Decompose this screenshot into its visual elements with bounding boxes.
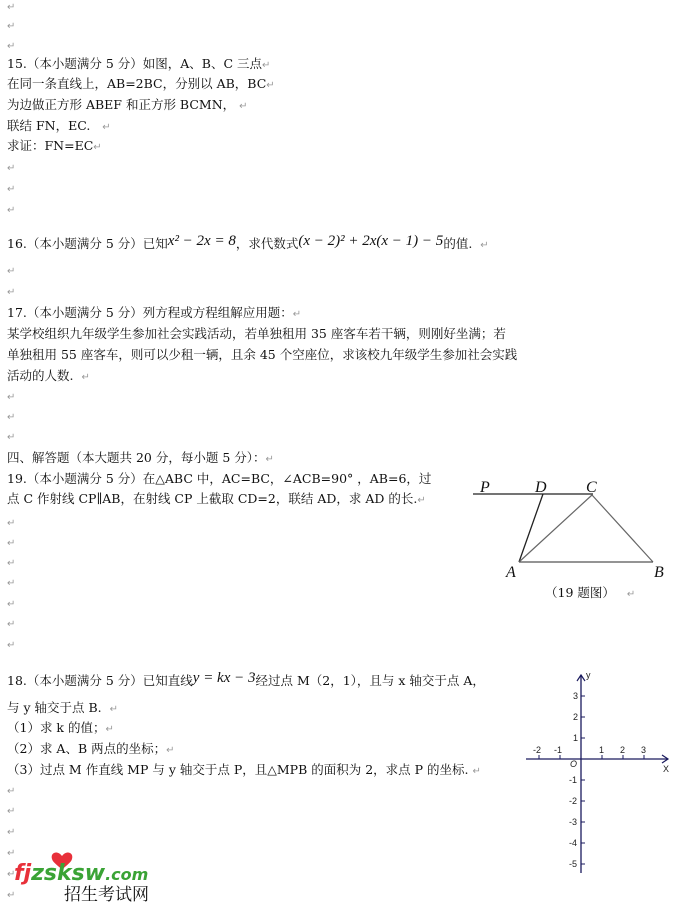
q15-line: 为边做正方形 ABEF 和正方形 BCMN， — [7, 97, 236, 112]
paragraph-mark: ↵ — [7, 578, 16, 589]
x-tick-label: 1 — [599, 745, 605, 755]
y-tick-label: -3 — [569, 817, 578, 827]
q18-line: 与 y 轴交于点 B. — [7, 700, 102, 715]
y-tick-label: -5 — [569, 859, 578, 869]
q19-figure — [465, 475, 670, 585]
paragraph-mark: ↵ — [417, 495, 426, 506]
segment-ac — [519, 495, 592, 562]
site-logo — [14, 848, 184, 904]
paragraph-mark: ↵ — [626, 589, 636, 600]
paragraph-mark: ↵ — [265, 454, 274, 465]
paragraph-mark: ↵ — [7, 266, 16, 277]
paragraph-mark: ↵ — [7, 619, 16, 630]
paragraph-mark: ↵ — [7, 41, 16, 52]
paragraph-mark: ↵ — [7, 392, 16, 403]
paragraph-mark: ↵ — [166, 745, 175, 756]
paragraph-mark: ↵ — [7, 184, 16, 195]
q19-figure-caption — [545, 583, 635, 601]
paragraph-mark: ↵ — [105, 724, 114, 735]
q18-subquestion-1: （1）求 k 的值； — [7, 720, 106, 735]
y-tick-label: -2 — [569, 796, 578, 806]
y-tick-label: 3 — [573, 691, 579, 701]
y-tick-label: -1 — [569, 775, 578, 785]
paragraph-mark: ↵ — [93, 142, 102, 153]
svg-text:招生考试网: 招生考试网 — [64, 885, 149, 904]
q19-line: 点 C 作射线 CP∥AB，在射线 CP 上截取 CD=2，联结 AD，求 AD 的长. — [7, 491, 418, 506]
section-heading — [7, 450, 274, 468]
y-axis-label: y — [586, 670, 591, 680]
q18-subquestion-3: （3）过点 M 作直线 MP 与 y 轴交于点 P，且△MPB 的面积为 2，求点 P 的坐标. — [7, 762, 469, 777]
svg-text:fjzsksw.com: fjzsksw.com — [14, 861, 149, 886]
q17-line: 单独租用 55 座客车，则可以少租一辆，且余 45 个空座位，求该校九年级学生参加社会实践 — [7, 347, 518, 362]
q15-line: 求证：FN=EC — [7, 138, 94, 153]
label-b: B — [654, 564, 664, 581]
section-heading-text: 四、解答题（本大题共 20 分，每小题 5 分）： — [7, 450, 266, 465]
coordinate-axes — [520, 660, 676, 890]
paragraph-mark: ↵ — [7, 205, 16, 216]
paragraph-mark: ↵ — [81, 372, 90, 383]
q18-suffix: 经过点 M（2，1），且与 x 轴交于点 A， — [255, 673, 485, 688]
y-tick-label: 1 — [573, 733, 579, 743]
q16-expression: (x − 2)² + 2x(x − 1) − 5 — [298, 233, 444, 249]
q16-suffix: 的值. — [443, 236, 473, 251]
q17-line: 某学校组织九年级学生参加社会实践活动，若单独租用 35 座客车若干辆，则刚好坐满；若 — [7, 326, 506, 341]
paragraph-mark: ↵ — [472, 766, 481, 777]
question-16 — [7, 233, 489, 254]
y-tick-label: -4 — [569, 838, 578, 848]
x-tick-label: 3 — [641, 745, 647, 755]
paragraph-mark: ↵ — [7, 827, 16, 838]
paragraph-mark: ↵ — [7, 640, 16, 651]
paragraph-mark: ↵ — [7, 163, 16, 174]
q17-line: 活动的人数. — [7, 368, 74, 383]
paragraph-mark: ↵ — [7, 538, 16, 549]
x-tick-label: -1 — [554, 745, 563, 755]
paragraph-mark: ↵ — [7, 558, 16, 569]
paragraph-mark: ↵ — [7, 21, 16, 32]
q15-line: 联结 FN，EC. — [7, 118, 91, 133]
paragraph-mark: ↵ — [7, 287, 16, 298]
y-tick-label: 2 — [573, 712, 579, 722]
q18-subquestion-2: （2）求 A、B 两点的坐标； — [7, 741, 167, 756]
q15-line: 在同一条直线上，AB=2BC，分别以 AB，BC — [7, 76, 267, 91]
paragraph-mark: ↵ — [7, 412, 16, 423]
q18-equation: y = kx − 3 — [192, 670, 256, 686]
label-c: C — [586, 479, 597, 496]
paragraph-mark: ↵ — [239, 101, 248, 112]
paragraph-mark: ↵ — [7, 786, 16, 797]
paragraph-mark: ↵ — [7, 806, 16, 817]
x-axis-label: X — [663, 764, 670, 774]
label-a: A — [506, 564, 516, 581]
segment-cb — [592, 495, 653, 562]
caption-text: （19 题图） — [545, 585, 615, 600]
q17-line: 17.（本小题满分 5 分）列方程或方程组解应用题： — [7, 305, 293, 320]
paragraph-mark: ↵ — [7, 848, 16, 859]
paragraph-mark: ↵ — [7, 2, 16, 13]
paragraph-mark: ↵ — [292, 309, 302, 320]
q16-equation: x² − 2x = 8 — [167, 233, 236, 249]
x-tick-label: 2 — [620, 745, 626, 755]
paragraph-mark: ↵ — [109, 704, 118, 715]
q18-prefix: 18.（本小题满分 5 分）已知直线 — [7, 673, 193, 688]
q19-line: 19.（本小题满分 5 分）在△ABC 中，AC=BC，∠ACB=90° ，AB=6，过 — [7, 471, 432, 486]
paragraph-mark: ↵ — [480, 240, 489, 251]
label-p: P — [480, 479, 490, 496]
paragraph-mark: ↵ — [7, 890, 16, 901]
paragraph-mark: ↵ — [7, 432, 16, 443]
paragraph-mark: ↵ — [266, 80, 275, 91]
label-d: D — [535, 479, 547, 496]
q16-prefix: 16.（本小题满分 5 分）已知 — [7, 236, 168, 251]
paragraph-mark: ↵ — [102, 122, 111, 133]
paragraph-mark: ↵ — [7, 599, 16, 610]
q16-mid: ，求代数式 — [235, 236, 299, 251]
origin-label: O — [570, 759, 578, 769]
paragraph-mark: ↵ — [7, 869, 16, 880]
paragraph-mark: ↵ — [262, 60, 271, 71]
paragraph-mark: ↵ — [7, 518, 16, 529]
q15-line: 15.（本小题满分 5 分）如图，A、B、C 三点 — [7, 56, 263, 71]
x-tick-label: -2 — [533, 745, 542, 755]
